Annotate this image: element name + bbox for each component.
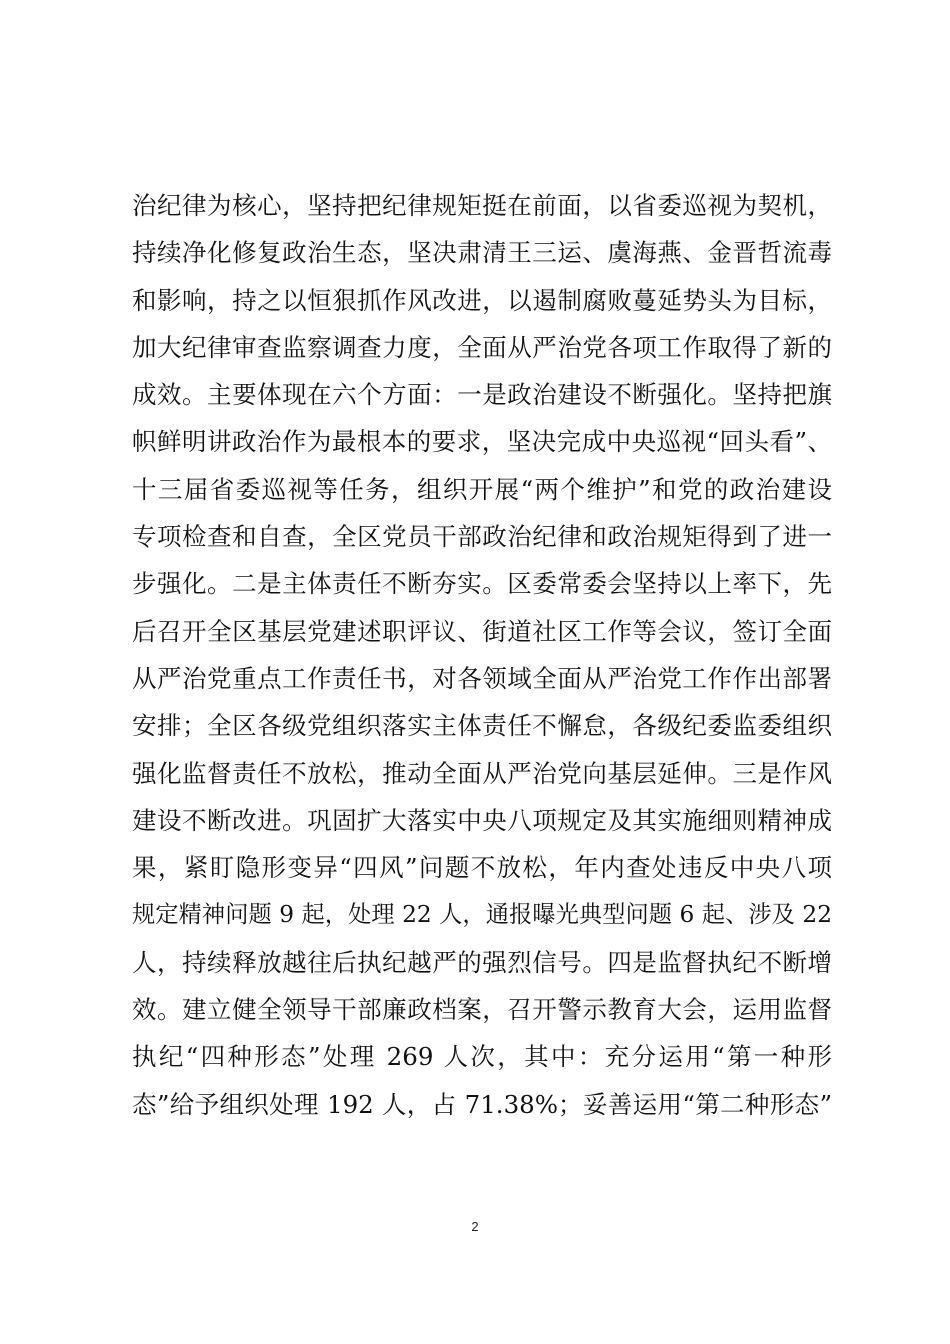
text-line: 十三届省委巡视等任务，组织开展“两个维护”和党的政治建设 <box>132 474 832 504</box>
text-line: 态”给予组织处理 192 人，占 71.38%；妥善运用“第二种形态” <box>132 1089 832 1119</box>
text-line: 后召开全区基层党建述职评议、街道社区工作等会议，签订全面 <box>132 616 832 646</box>
text-line: 安排；全区各级党组织落实主体责任不懈怠，各级纪委监委组织 <box>132 711 832 741</box>
text-line: 持续净化修复政治生态，坚决肃清王三运、虞海燕、金晋哲流毒 <box>132 238 832 268</box>
text-line: 帜鲜明讲政治作为最根本的要求，坚决完成中央巡视“回头看”、 <box>132 427 832 457</box>
text-line: 加大纪律审查监察调查力度，全面从严治党各项工作取得了新的 <box>132 332 832 362</box>
text-line: 效。建立健全领导干部廉政档案，召开警示教育大会，运用监督 <box>132 995 832 1025</box>
text-line: 成效。主要体现在六个方面：一是政治建设不断强化。坚持把旗 <box>132 380 832 410</box>
text-line: 专项检查和自查，全区党员干部政治纪律和政治规矩得到了进一 <box>132 522 832 552</box>
text-line: 治纪律为核心，坚持把纪律规矩挺在前面，以省委巡视为契机， <box>132 191 832 220</box>
text-line: 人，持续释放越往后执纪越严的强烈信号。四是监督执纪不断增 <box>132 947 832 977</box>
text-line: 建设不断改进。巩固扩大落实中央八项规定及其实施细则精神成 <box>132 805 832 835</box>
text-line: 步强化。二是主体责任不断夯实。区委常委会坚持以上率下，先 <box>132 569 832 599</box>
page-number: 2 <box>471 1219 479 1234</box>
text-line: 执纪“四种形态”处理 269 人次，其中：充分运用“第一种形 <box>132 1042 832 1072</box>
text-line: 果，紧盯隐形变异“四风”问题不放松，年内查处违反中央八项 <box>132 853 832 883</box>
body-text <box>132 182 832 1128</box>
text-line: 从严治党重点工作责任书，对各领域全面从严治党工作作出部署 <box>132 663 832 693</box>
text-line: 和影响，持之以恒狠抓作风改进，以遏制腐败蔓延势头为目标， <box>132 285 832 315</box>
text-line: 规定精神问题 9 起，处理 22 人，通报曝光典型问题 6 起、涉及 22 <box>132 901 832 929</box>
text-line: 强化监督责任不放松，推动全面从严治党向基层延伸。三是作风 <box>132 758 832 788</box>
